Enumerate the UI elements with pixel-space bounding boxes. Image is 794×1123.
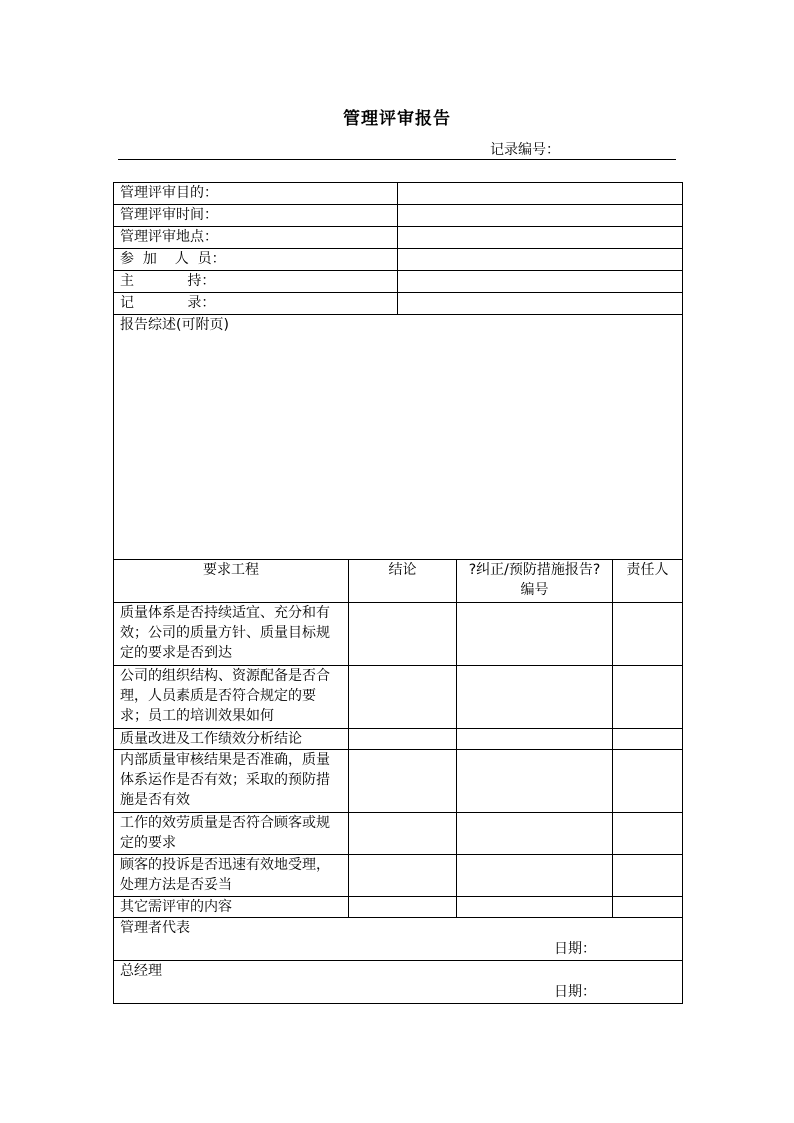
record-number-label: 记录编号：: [490, 142, 560, 158]
owner-field[interactable]: [613, 603, 683, 666]
table-row: [114, 666, 683, 729]
conclusion-field[interactable]: [349, 897, 457, 918]
info-label: 记 录：: [114, 293, 398, 315]
review-report-form: [113, 182, 683, 1004]
table-row: [114, 603, 683, 666]
info-value-field[interactable]: [398, 249, 683, 271]
report-number-field[interactable]: [457, 603, 613, 666]
date-label: 日期：: [554, 984, 596, 1000]
review-item: 顾客的投诉是否迅速有效地受理，处理方法是否妥当: [114, 855, 349, 897]
report-number-field[interactable]: [457, 666, 613, 729]
info-row: [114, 293, 683, 315]
summary-field[interactable]: [114, 315, 683, 560]
table-row: [114, 855, 683, 897]
owner-field[interactable]: [613, 855, 683, 897]
info-value-field[interactable]: [398, 183, 683, 205]
conclusion-field[interactable]: [349, 603, 457, 666]
date-label: 日期：: [554, 941, 596, 957]
info-row: [114, 271, 683, 293]
review-item: 其它需评审的内容: [114, 897, 349, 918]
info-row: [114, 205, 683, 227]
info-label: 主 持：: [114, 271, 398, 293]
report-number-field[interactable]: [457, 897, 613, 918]
info-row: [114, 227, 683, 249]
report-number-field[interactable]: [457, 750, 613, 813]
owner-field[interactable]: [613, 729, 683, 750]
signature-row-general-manager: [114, 961, 683, 1004]
signature-role: 管理者代表: [120, 920, 190, 936]
summary-row: [114, 315, 683, 560]
review-item: 内部质量审核结果是否准确，质量体系运作是否有效；采取的预防措施是否有效: [114, 750, 349, 813]
review-item: 公司的组织结构、资源配备是否合理，人员素质是否符合规定的要求；员工的培训效果如何: [114, 666, 349, 729]
info-value-field[interactable]: [398, 205, 683, 227]
conclusion-field[interactable]: [349, 729, 457, 750]
info-label: 管理评审目的：: [114, 183, 398, 205]
table-row: [114, 813, 683, 855]
review-table-header: [114, 560, 683, 603]
report-number-field[interactable]: [457, 855, 613, 897]
conclusion-field[interactable]: [349, 750, 457, 813]
info-row: [114, 249, 683, 271]
info-value-field[interactable]: [398, 227, 683, 249]
table-row: [114, 897, 683, 918]
info-label: 管理评审时间：: [114, 205, 398, 227]
header-report-number: ?纠正/预防措施报告?编号: [457, 560, 613, 603]
owner-field[interactable]: [613, 666, 683, 729]
owner-field[interactable]: [613, 750, 683, 813]
info-label: 参 加 人 员：: [114, 249, 398, 271]
report-number-field[interactable]: [457, 813, 613, 855]
signature-field[interactable]: [114, 961, 683, 1004]
owner-field[interactable]: [613, 897, 683, 918]
header-owner: 责任人: [613, 560, 683, 603]
header-item: 要求工程: [114, 560, 349, 603]
header-divider: [118, 159, 676, 160]
review-item: 质量改进及工作绩效分析结论: [114, 729, 349, 750]
summary-label: 报告综述(可附页): [120, 317, 229, 333]
signature-row-management-rep: [114, 918, 683, 961]
review-item: 工作的效劳质量是否符合顾客或规定的要求: [114, 813, 349, 855]
conclusion-field[interactable]: [349, 855, 457, 897]
signature-field[interactable]: [114, 918, 683, 961]
header-conclusion: 结论: [349, 560, 457, 603]
info-value-field[interactable]: [398, 293, 683, 315]
table-row: [114, 750, 683, 813]
conclusion-field[interactable]: [349, 666, 457, 729]
info-value-field[interactable]: [398, 271, 683, 293]
info-label: 管理评审地点：: [114, 227, 398, 249]
table-row: [114, 729, 683, 750]
review-item: 质量体系是否持续适宜、充分和有效；公司的质量方针、质量目标规定的要求是否到达: [114, 603, 349, 666]
page-title: 管理评审报告: [343, 109, 451, 129]
report-number-field[interactable]: [457, 729, 613, 750]
signature-role: 总经理: [120, 963, 162, 979]
owner-field[interactable]: [613, 813, 683, 855]
info-row: [114, 183, 683, 205]
conclusion-field[interactable]: [349, 813, 457, 855]
